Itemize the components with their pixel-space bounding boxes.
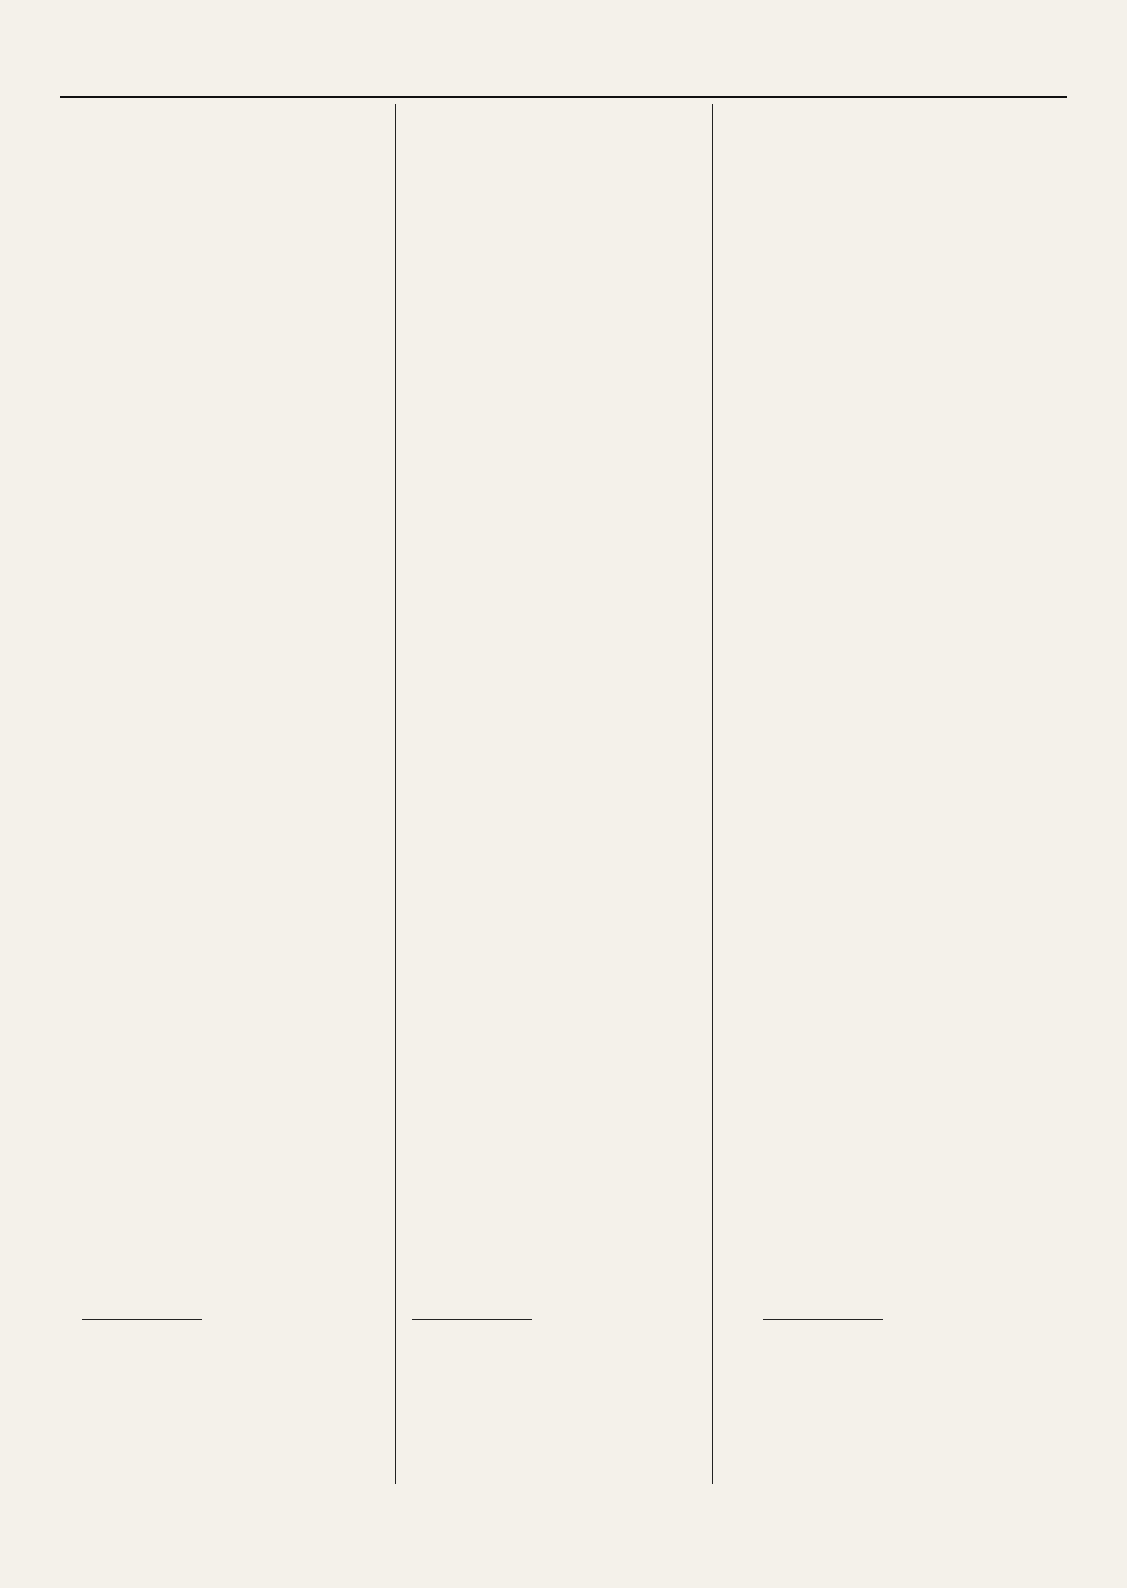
column-right <box>763 104 1063 1484</box>
footnote <box>763 1329 1063 1479</box>
footnote <box>412 1329 712 1479</box>
footnote-divider <box>412 1319 532 1320</box>
footnote-divider <box>763 1319 883 1320</box>
page-header <box>60 56 1067 98</box>
footnote-divider <box>82 1319 202 1320</box>
column-divider <box>712 104 713 1484</box>
column-divider <box>395 104 396 1484</box>
column-text <box>412 104 712 1304</box>
column-text <box>82 104 382 1304</box>
footnote <box>82 1329 382 1479</box>
column-left <box>82 104 382 1484</box>
column-middle <box>412 104 712 1484</box>
column-text <box>763 104 1063 1304</box>
